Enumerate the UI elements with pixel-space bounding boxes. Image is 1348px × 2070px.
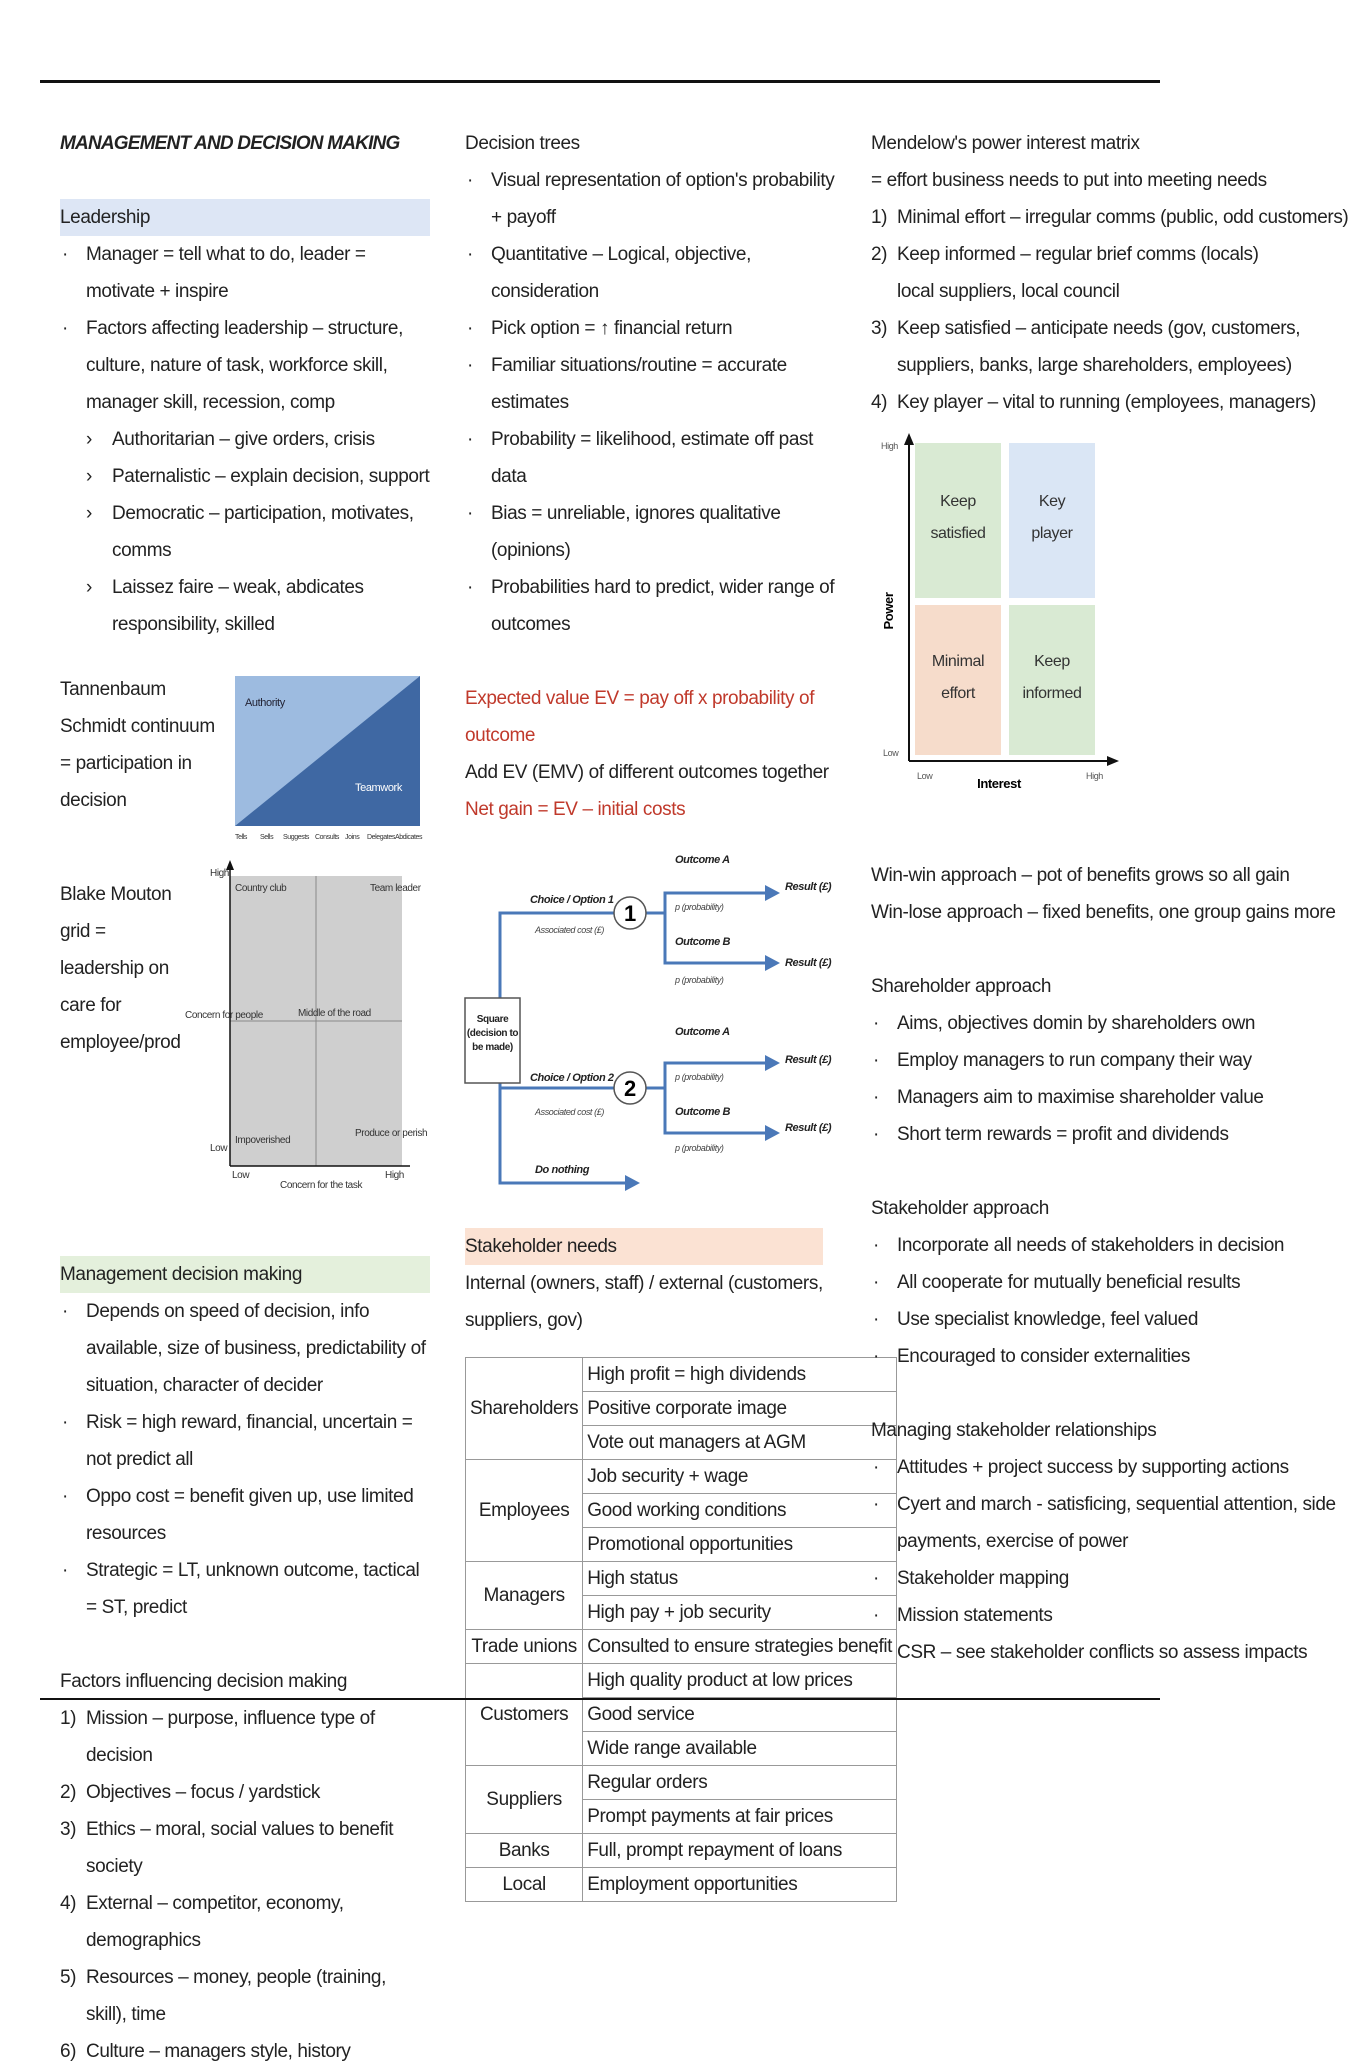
list-item: · Manager = tell what to do, leader = motivate + inspire [60, 236, 430, 310]
table-cell: High status [583, 1562, 897, 1596]
list-item: · Cyert and march - satisficing, sequential attention, side [871, 1486, 1200, 1523]
tannenbaum-axis-label: Delegates [367, 834, 395, 841]
shareholder-list [871, 1005, 1264, 1153]
table-cell: Managers [466, 1562, 583, 1630]
blake-grid-diagram [185, 846, 430, 1216]
tannenbaum-label-teamwork: Teamwork [355, 782, 402, 794]
outcome-label: Outcome B [675, 936, 731, 948]
prob-label: p (probability) [675, 975, 724, 985]
tannenbaum-axis-label: Abdicates [395, 834, 423, 841]
win-win: Win-win approach – pot of benefits grows so all gain [871, 865, 1290, 886]
table-cell: Prompt payments at fair prices [583, 1800, 897, 1834]
quadrant-keep-satisfied [915, 443, 1001, 598]
prob-label: p (probability) [675, 1072, 724, 1082]
net-gain-formula: Net gain = EV – initial costs [465, 799, 686, 820]
prob-label: p (probability) [675, 902, 724, 912]
leadership-list [60, 236, 430, 643]
table-cell: Positive corporate image [583, 1392, 897, 1426]
table-cell: Employees [466, 1460, 583, 1562]
list-item: · Stakeholder mapping [871, 1560, 1200, 1597]
quadrant-label: Keep [1034, 653, 1070, 670]
list-item: 6) Culture – managers style, history [60, 2041, 351, 2062]
chance-node-2-label: 2 [624, 1076, 636, 1101]
list-item: › Laissez faire – weak, abdicates responsibility, skilled [60, 569, 430, 643]
list-item: 4) Key player – vital to running (employees, managers) [871, 392, 1316, 413]
list-item: · Factors affecting leadership – structure, culture, nature of task, workforce skill, manager skill, recession, comp [60, 310, 430, 421]
blake-section [60, 868, 430, 1256]
table-cell: High quality product at low prices [583, 1664, 897, 1698]
quadrant-minimal-effort [915, 605, 1001, 755]
list-item: › Paternalistic – explain decision, support [60, 458, 430, 495]
cost-label: Associated cost (£) [535, 925, 604, 935]
quadrant-label: Key [1038, 493, 1066, 510]
list-item: 4) External – competitor, economy, demographics [60, 1893, 344, 1951]
result-label: Result (£) [785, 881, 832, 893]
choice1-label: Choice / Option 1 [530, 894, 614, 906]
leadership-heading: Leadership [60, 199, 430, 236]
blake-high-y: High [210, 868, 229, 879]
stakeholder-approach-list [871, 1227, 1285, 1375]
list-item: · Attitudes + project success by supporting actions [871, 1449, 1200, 1486]
list-item: · Managers aim to maximise shareholder value [871, 1079, 1200, 1116]
list-item: 5) Resources – money, people (training, skill), time [60, 1967, 386, 2025]
table-cell: Shareholders [466, 1358, 583, 1460]
mendelow-matrix [871, 431, 1131, 831]
tannenbaum-diagram [235, 676, 435, 846]
blake-label-produce: Produce or perish [355, 1128, 428, 1139]
table-cell: Wide range available [583, 1732, 897, 1766]
ev-formula: Expected value EV = pay off x probability of outcome [465, 688, 815, 746]
cost-label: Associated cost (£) [535, 1107, 604, 1117]
blake-y-label: Concern for people [185, 1010, 263, 1021]
matrix-low-x: Low [917, 771, 933, 781]
list-item: · Familiar situations/routine = accurate estimates [465, 347, 845, 421]
list-item: payments, exercise of power [897, 1531, 1129, 1552]
list-item: · Encouraged to consider externalities [871, 1338, 1200, 1375]
trees-list [465, 162, 845, 643]
list-item: · Quantitative – Logical, objective, consideration [465, 236, 845, 310]
list-item: · Bias = unreliable, ignores qualitative (opinions) [465, 495, 845, 569]
table-cell: Banks [466, 1834, 583, 1868]
factors-heading: Factors influencing decision making [60, 1671, 347, 1692]
list-item: · Use specialist knowledge, feel valued [871, 1301, 1200, 1338]
table-cell: Good working conditions [583, 1494, 897, 1528]
top-rule [40, 80, 1160, 83]
quadrant-label: player [1031, 525, 1073, 542]
mendelow-sub: = effort business needs to put into meeting needs [871, 170, 1267, 191]
matrix-high-x: High [1086, 771, 1103, 781]
page-title: MANAGEMENT AND DECISION MAKING [60, 133, 400, 154]
list-item: 2) Objectives – focus / yardstick [60, 1782, 321, 1803]
table-cell: Customers [466, 1664, 583, 1766]
list-item: · Probability = likelihood, estimate off past data [465, 421, 845, 495]
tannenbaum-text: Tannenbaum Schmidt continuum = participation in decision [60, 679, 215, 811]
table-cell: Full, prompt repayment of loans [583, 1834, 897, 1868]
list-item: 1) Minimal effort – irregular comms (public, odd customers) [871, 207, 1348, 228]
table-row [466, 1834, 897, 1868]
managing-list [871, 1449, 1336, 1671]
table-cell: Suppliers [466, 1766, 583, 1834]
quadrant-keep-informed [1009, 605, 1095, 755]
blake-label-country-club: Country club [235, 883, 287, 894]
chance-node-1-label: 1 [624, 901, 636, 926]
table-cell: Employment opportunities [583, 1868, 897, 1902]
matrix-y-label: Power [881, 592, 896, 630]
mgmt-heading: Management decision making [60, 1256, 430, 1293]
list-item: 1) Mission – purpose, influence type of decision [60, 1708, 375, 1766]
result-label: Result (£) [785, 957, 832, 969]
quadrant-label: effort [941, 685, 975, 702]
stakeholder-table [465, 1357, 897, 1902]
list-item: › Authoritarian – give orders, crisis [60, 421, 430, 458]
list-item: · Oppo cost = benefit given up, use limited resources [60, 1478, 430, 1552]
blake-label-middle: Middle of the road [298, 1008, 371, 1019]
stake-line: Internal (owners, staff) / external (customers, suppliers, gov) [465, 1273, 823, 1331]
quadrant-label: Minimal [931, 653, 985, 670]
choice2-label: Choice / Option 2 [530, 1072, 614, 1084]
table-cell: Local [466, 1868, 583, 1902]
quadrant-label: Keep [940, 493, 976, 510]
decision-square-label: Square (decision to be made) [466, 1014, 519, 1053]
matrix-x-label: Interest [977, 776, 1021, 791]
table-cell: Vote out managers at AGM [583, 1426, 897, 1460]
table-cell: High pay + job security [583, 1596, 897, 1630]
list-item: · Probabilities hard to predict, wider range of outcomes [465, 569, 845, 643]
stake-heading: Stakeholder needs [465, 1228, 823, 1265]
table-row [466, 1630, 897, 1664]
list-item: · CSR – see stakeholder conflicts so assess impacts [871, 1634, 1200, 1671]
column-left [60, 125, 430, 2070]
mendelow-list [871, 199, 1348, 421]
column-right [871, 125, 1348, 1671]
list-item: 3) Ethics – moral, social values to benefit society [60, 1819, 394, 1877]
table-cell: High profit = high dividends [583, 1358, 897, 1392]
matrix-high-y: High [881, 441, 898, 451]
list-item: · Mission statements [871, 1597, 1200, 1634]
list-item: · Short term rewards = profit and dividends [871, 1116, 1200, 1153]
list-item: · Aims, objectives domin by shareholders own [871, 1005, 1200, 1042]
list-item: · Risk = high reward, financial, uncertain = not predict all [60, 1404, 430, 1478]
list-item: · Depends on speed of decision, info available, size of business, predictability of situation, character of decider [60, 1293, 430, 1404]
do-nothing-label: Do nothing [535, 1164, 590, 1176]
table-cell: Job security + wage [583, 1460, 897, 1494]
table-row [466, 1868, 897, 1902]
trees-heading: Decision trees [465, 133, 580, 154]
outcome-label: Outcome B [675, 1106, 731, 1118]
blake-text: Blake Mouton grid = leadership on care for employee/prod [60, 884, 181, 1053]
quadrant-key-player [1009, 443, 1095, 598]
tannenbaum-axis-label: Consults [315, 834, 340, 841]
outcome-label: Outcome A [675, 1026, 730, 1038]
bottom-rule [40, 1698, 1160, 1700]
tannenbaum-label-authority: Authority [245, 697, 285, 709]
factors-list [60, 1700, 430, 2070]
list-item: · Incorporate all needs of stakeholders in decision [871, 1227, 1200, 1264]
list-item: · Visual representation of option's probability + payoff [465, 162, 845, 236]
table-cell: Consulted to ensure strategies benefit [583, 1630, 897, 1664]
tannenbaum-axis-label: Joins [345, 834, 360, 841]
table-cell: Trade unions [466, 1630, 583, 1664]
decision-tree-diagram [465, 833, 845, 1203]
list-item: · Strategic = LT, unknown outcome, tactical = ST, predict [60, 1552, 430, 1626]
mendelow-heading: Mendelow's power interest matrix [871, 133, 1140, 154]
stakeholder-approach-heading: Stakeholder approach [871, 1198, 1049, 1219]
table-cell: Promotional opportunities [583, 1528, 897, 1562]
managing-heading: Managing stakeholder relationships [871, 1420, 1157, 1441]
win-lose: Win-lose approach – fixed benefits, one group gains more [871, 902, 1336, 923]
matrix-low-y: Low [883, 748, 899, 758]
tannenbaum-axis-label: Sells [260, 834, 274, 841]
blake-label-team-leader: Team leader [370, 883, 421, 894]
quadrant-label: informed [1022, 685, 1082, 702]
outcome-label: Outcome A [675, 854, 730, 866]
blake-label-impoverished: Impoverished [235, 1135, 291, 1146]
mgmt-list [60, 1293, 430, 1626]
tannenbaum-axis-label: Tells [235, 834, 248, 841]
list-item: · Employ managers to run company their way [871, 1042, 1200, 1079]
table-cell: Good service [583, 1698, 897, 1732]
table-row [466, 1358, 897, 1392]
prob-label: p (probability) [675, 1143, 724, 1153]
table-row [466, 1562, 897, 1596]
list-item: › Democratic – participation, motivates, comms [60, 495, 430, 569]
result-label: Result (£) [785, 1122, 832, 1134]
blake-x-label: Concern for the task [280, 1180, 363, 1191]
list-item: · All cooperate for mutually beneficial results [871, 1264, 1200, 1301]
table-row [466, 1664, 897, 1698]
table-cell: Regular orders [583, 1766, 897, 1800]
tannenbaum-axis-label: Suggests [283, 834, 309, 841]
quadrant-label: satisfied [930, 525, 986, 542]
list-item: 2) Keep informed – regular brief comms (locals) local suppliers, local council [871, 244, 1259, 302]
result-label: Result (£) [785, 1054, 832, 1066]
blake-low-y: Low [210, 1143, 228, 1154]
add-ev-line: Add EV (EMV) of different outcomes together [465, 762, 829, 783]
blake-low-x: Low [232, 1170, 250, 1181]
blake-high-x: High [385, 1170, 404, 1181]
shareholder-heading: Shareholder approach [871, 976, 1052, 997]
list-item: · Pick option = ↑ financial return [465, 310, 845, 347]
table-row [466, 1766, 897, 1800]
table-row [466, 1460, 897, 1494]
list-item: 3) Keep satisfied – anticipate needs (gov, customers, suppliers, banks, large shareholders, employees) [871, 318, 1301, 376]
